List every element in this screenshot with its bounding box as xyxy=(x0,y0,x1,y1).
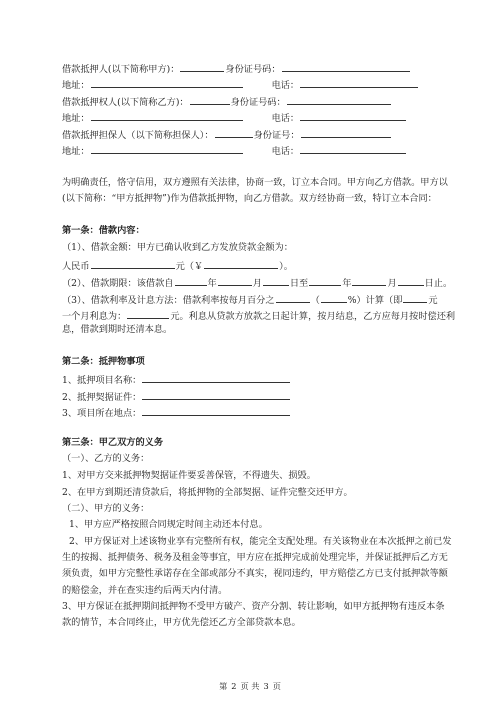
guarantor-name-blank xyxy=(215,128,253,138)
article3-sec2: （二）、甲方的义务： xyxy=(62,503,150,514)
article3-sec1-item1: 1、对甲方交来抵押物契据证件要妥善保管，不得遗失、损毁。 xyxy=(62,470,316,481)
rmb-figure-blank xyxy=(204,259,278,269)
article3-sec1-item2: 2、在甲方到期还清贷款后，将抵押物的全部契据、证件完整交还甲方。 xyxy=(62,487,353,498)
article3-sec2-item1: 1、甲方应严格按照合同规定时间主动还本付息。 xyxy=(69,519,268,530)
pledgee-name-blank xyxy=(190,95,230,105)
intro-line-2: (以下简称：“甲方抵押物”)作为借款抵押物，向乙方借款。双方经协商一致，特订立本合同： xyxy=(62,193,437,204)
start-month-blank xyxy=(218,276,252,286)
article2-title: 第二条：抵押物事项 xyxy=(62,356,145,367)
interest-amount-blank xyxy=(403,293,427,303)
intro-line-1: 为明确责任，恪守信用，双方遵照有关法律，协商一致，订立本合同。甲方向乙方借款。甲方以 xyxy=(62,177,448,188)
article2-item3: 3、项目所在地点： xyxy=(62,406,291,419)
end-day-blank xyxy=(398,276,424,286)
start-year-blank xyxy=(175,276,207,286)
article3-sec1: （一）、乙方的义务： xyxy=(62,453,150,464)
guarantor-phone-blank xyxy=(300,144,406,154)
pledgee-line: 借款抵押权人(以下简称乙方)： 身份证号码： xyxy=(62,95,392,108)
pledgor-address-blank xyxy=(91,78,243,88)
guarantor-address-line: 地址： 电话： xyxy=(62,144,407,157)
page-footer: 第 2 页 共 3 页 xyxy=(219,681,281,691)
article1-item1: （1）、借款金额：甲方已确认收到乙方发放贷款金额为： xyxy=(62,242,293,253)
guarantor-id-blank xyxy=(301,128,391,138)
guarantor-line: 借款抵押担保人（以下简称担保人）： 身份证号： xyxy=(62,128,392,141)
current-page-number: 2 xyxy=(231,681,237,691)
article3-sec2-item2-l2: 生的按揭、抵押债务、税务及租金等事宜，甲方应在抵押完成前处理完毕，并保证抵押后乙方无 xyxy=(62,552,448,563)
pledgee-phone-blank xyxy=(300,111,406,121)
article3-sec2-item3-l1: 3、甲方保证在抵押期间抵押物不受甲方破产、资产分割、转让影响，如甲方抵押物有违反本条 xyxy=(62,601,445,612)
pledge-docs-blank xyxy=(142,390,290,400)
total-page-number: 3 xyxy=(263,681,269,691)
pledgee-address-blank xyxy=(91,111,243,121)
rate-percent-blank xyxy=(321,293,347,303)
article3-sec2-item2-l1: 2、甲方保证对上述该物业享有完整所有权，能完全支配处理。有关该物业在本次抵押之前已发 xyxy=(69,536,452,547)
monthly-interest-blank xyxy=(127,309,169,319)
pledge-name-blank xyxy=(142,373,290,383)
article1-item3: （3）、借款利率及计息方法：借款利率按每月百分之 （ %）计算（即 元 xyxy=(62,295,438,306)
article1-rmb-line: 人民币 元（￥ ）。 xyxy=(62,261,293,272)
end-year-blank xyxy=(309,276,341,286)
pledgee-address-line: 地址： 电话： xyxy=(62,111,407,124)
pledgor-name-blank xyxy=(180,62,224,72)
start-day-blank xyxy=(263,276,289,286)
pledgor-phone-blank xyxy=(300,78,418,88)
article3-sec2-item3-l2: 款的情节，本合同终止，甲方优先偿还乙方全部贷款本息。 xyxy=(62,617,301,628)
article1-item2: （2）、借款期限：该借款自 年 月 日至 年 月 日止。 xyxy=(62,278,453,289)
rmb-amount-blank xyxy=(91,259,175,269)
pledge-location-blank xyxy=(142,406,290,416)
article1-title: 第一条：借款内容： xyxy=(62,225,145,236)
pledgor-id-blank xyxy=(282,62,410,72)
article3-title: 第三条：甲乙双方的义务 xyxy=(62,437,164,448)
end-month-blank xyxy=(352,276,386,286)
article1-interest-line: 一个月利息为： 元。利息从贷款方放款之日起计算，按月结息，乙方应每月按时偿还利 xyxy=(62,311,456,322)
article3-sec2-item2-l3: 须负责，如甲方完整性承诺存在全部或部分不真实，视同违约，甲方赔偿乙方已支付抵押款等额 xyxy=(62,568,448,579)
article3-sec2-item2-l4: 的赔偿金，并在查实违约后两天内付清。 xyxy=(62,585,228,596)
monthly-rate-blank xyxy=(276,293,310,303)
pledgor-address-line: 地址： 电话： xyxy=(62,78,419,91)
article1-repay-line: 息，借款到期时还清本息。 xyxy=(62,324,173,335)
article2-item2: 2、抵押契据证件： xyxy=(62,390,291,403)
article2-item1: 1、抵押项目名称： xyxy=(62,373,291,386)
guarantor-address-blank xyxy=(91,144,243,154)
pledgee-id-blank xyxy=(287,95,391,105)
pledgor-line: 借款抵押人(以下简称甲方)： 身份证号码： xyxy=(62,62,411,75)
